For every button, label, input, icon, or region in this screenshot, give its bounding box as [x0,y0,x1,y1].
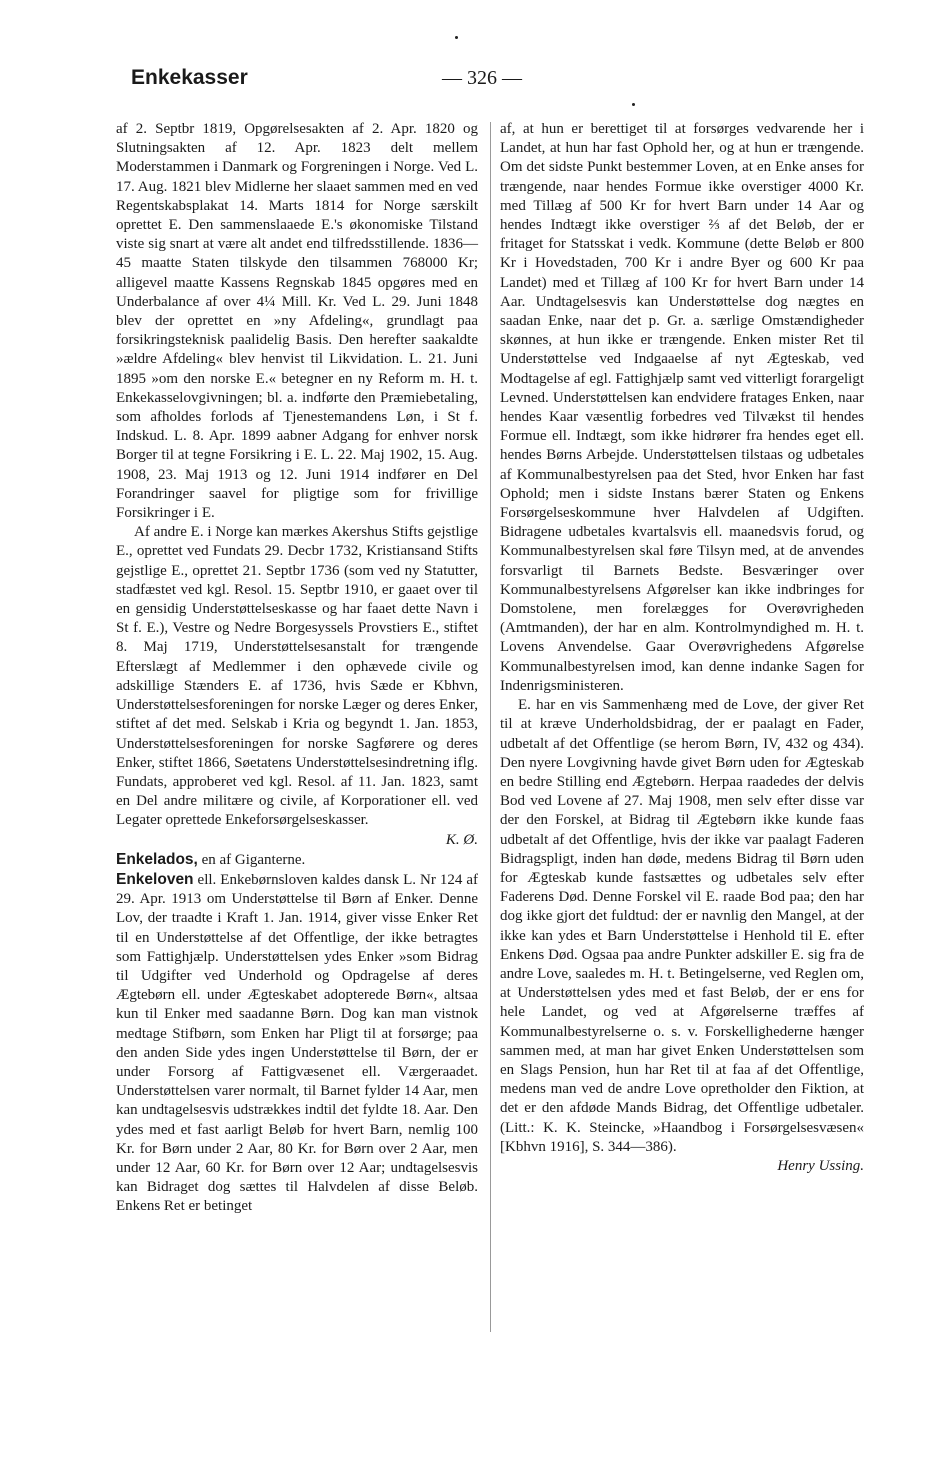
signature: Henry Ussing. [777,1157,864,1174]
running-head: Enkekasser [131,66,248,89]
entry-enkeloven [116,870,478,1217]
entry-text: ell. Enkebørnsloven kaldes dansk L. Nr 124 af 29. Apr. 1913 om Understøttelse til Børn af Enker. Denne Lov, der traadte i Kraft 1. Jan. 1914, giver visse Enker Ret til en Understøttelse af det Offentlige, der ikke betragtes som Fattighjælp. Understøttelsen ydes Enker »som Bidrag til Udgifter ved Underhold og Opdragelse af deres Ægtebørn ell. under Ægteskabet adopterede Børn«, altsaa kun til Enker med saadanne Børn. Dog kan man vistnok medtage Stifbørn, som Enken har Pligt til at forsørge; paa den anden Side ydes ingen Understøttelse til Børn, der er under Forsorg af Fattigvæsenet ell. Værgeraadet. Understøttelsen varer normalt, til Barnet fylder 14 Aar, men kan undtagelsesvis udstrækkes indtil det fyldte 18. Aar. Den ydes med et fast aarligt Beløb for hvert Barn, nemlig 100 Kr. for Børn under 2 Aar, 80 Kr. for Børn over 2 Aar, men under 12 Aar, 60 Kr. for Børn over 12 Aar; undtagelsesvis kan Bidraget dog sættes til Halvdelen af disse Beløb. Enkens Ret er betinget [116,871,478,1215]
paragraph: af, at hun er berettiget til at forsørges vedvarende her i Landet, at hun har fast Ophold her, og at hun er trængende. Om det sidste Punkt bestemmer Loven, at en Enke anses for trængende, naar hendes Formue ikke overstiger 4000 Kr. med Tillæg af 500 Kr for hvert Barn under 14 Aar og hendes Indtægt ikke overstiger ⅔ af det Beløb, der er fritaget for Statsskat i vedk. Kommune (dette Beløb er 800 Kr i Hovedstaden, 700 Kr i andre Byer og 600 Kr paa Landet) med et Tillæg af 100 Kr for hvert Barn under 14 Aar. Undtagelsesvis kan Understøttelse dog nægtes en saadan Enke, naar det p. Gr. a. særlige Omstændigheder skønnes, at hun ikke er trængende. Enken mister Ret til Understøttelse ved Indgaaelse af nyt Ægteskab, ved Modtagelse af egl. Fattighjælp samt ved vitterligt forargeligt Levned. Understøttelsen kan endvidere fratages Enken, naar hendes Kaar væsentlig forbedres ved Tilvækst til hendes Formue ell. Indtægt, som ikke hidrører fra hendes eget ell. hendes Børns Arbejde. Understøttelsen tilstaas og udbetales af Kommunalbestyrelsen paa det Sted, hvor Enken har fast Ophold; men i sidste Instans bærer Staten og Enkens Forsørgelseskommune hver Halvdelen af Udgiften. Bidragene udbetales kvartalsvis ell. maanedsvis forud, og Kommunalbestyrelsen skal føre Tilsyn med, at de anvendes forsvarligt til Barnets Bedste. Besværinger over Kommunalbestyrelsens Afgørelser kan ikke indbringes for Domstolene, men forelægges for Overøvrigheden (Amtmanden), der har en alm. Kontrolmyndighed m. H. t. Lovens Anvendelse. Gaar Overøvrighedens Afgørelse Kommunalbestyrelsen imod, kan denne indanke Sagen for Indenrigsministeren. [500,121,864,694]
entry-text: en af Giganterne. [197,851,306,868]
column-divider [490,122,491,1332]
signature: K. Ø. [445,831,478,848]
paragraph: Af andre E. i Norge kan mærkes Akershus Stifts gejstlige E., oprettet ved Fundats 29. Decbr 1732, Kristiansand Stifts gejstlige E., oprettet 21. Septbr 1736 (som ved ny Statutter, stadfæstet ved kgl. Resol. 15. Septbr 1910, er gaaet over til en gensidig Understøttelseskasse og har faaet dette Navn i St f. E.), Vestre og Nedre Borgesyssels Provstiers E., stiftet 8. Maj 1719, Understøttelsesanstalt for trængende Efterslægt af Medlemmer i den ophævede civile og adskillige Stænders E. af 1736, hvis Sæde er Kbhvn, Understøttelsesforeningen for norske Læger og deres Enker, stiftet af det med. Selskab i Kria og begyndt 1. Jan. 1853, Understøttelsesforeningen for norske Sagførere og deres Enker, stiftet 1866, Søetatens Understøttelsesindretning iflg. Fundats, approberet ved kgl. Resol. af 11. Jan. 1823, samt en Del andre militære og civile, af Korporationer ell. ved Legater oprettede Enkeforsørgelseskasser. [116,524,478,829]
paragraph: af 2. Septbr 1819, Opgørelsesakten af 2. Apr. 1820 og Slutningsakten af 12. Apr. 1823 delt mellem Moderstammen i Danmark og Forgreningen i Norge. Ved L. 17. Aug. 1821 blev Midlerne her slaaet sammen med en ved Regentskabsplakat 14. Marts 1814 for Norge særskilt oprettet E. Den sammenslaaede E.'s økonomiske Tilstand viste sig snart at være alt andet end tilfredsstillende. 1836—45 maatte Staten tilskyde den tilsammen 768000 Kr; alligevel maatte Kassens Regnskab 1845 opgøres med en Underbalance af over 4¼ Mill. Kr. Ved L. 29. Juni 1848 blev der oprettet en »ny Afdeling«, grundlagt paa forsikringsteknisk paalidelig Basis. Den herefter saakaldte »ældre Afdeling« blev henvist til Likvidation. L. 21. Juni 1895 »om den norske E.« betegner en ny Reform m. H. t. Enkekasselovgivningen; bl. a. indførte den Præmiebetaling, som afholdes forlods af Tjenestemandens Løn, i St f. Indskud. L. 8. Apr. 1899 aabner Adgang for enhver norsk Borger til at tegne Forsikring i E. L. 22. Maj 1902, 15. Aug. 1908, 23. Maj 1913 og 12. Juni 1914 indfører en Del Forandringer saavel for pligtige som for frivillige Forsikringer i E. [116,121,478,522]
left-column [116,120,478,1217]
page-number: — 326 — [442,67,522,89]
print-speck-mid [632,103,635,106]
entry-headword: Enkelados, [116,850,198,868]
entry-enkelados [116,850,478,870]
page-header [0,62,928,96]
right-column [500,120,864,1176]
print-speck-top [455,36,458,39]
paragraph: E. har en vis Sammenhæng med de Love, der giver Ret til at kræve Underholdsbidrag, der er paalagt en Fader, udbetalt af det Offentlige (se herom Børn, IV, 432 og 434). Den nyere Lovgivning havde givet Børn uden for Ægteskab en bedre Stilling end Ægtebørn. Herpaa raadedes der delvis Bod ved Lovene af 27. Maj 1908, men selv efter disse var der den Forskel, at Bidrag til Ægtebørn ikke kunde faas udbetalt af det Offentlige, hvis der ikke var paalagt Faderen Bidragspligt, inden han døde, medens Bidrag til Børn uden for Ægteskab kunde fastsættes og udbetales selv efter Faderens Død. Denne Forskel vil E. raade Bod paa; den har dog ikke gjort det fuldtud: der er navnlig den Mangel, at der ikke kan ydes et Barn Understøttelse i Henhold til E. efter Enkens Død. Ogsaa paa andre Punkter adskiller E. sig fra de andre Love, saaledes m. H. t. Betingelserne, ved Reglen om, at Understøttelsen ydes med et fast Beløb, der er ens for hele Landet, og ved at Afgørelserne træffes af Kommunalbestyrelserne o. s. v. Forskellighederne hænger sammen med, at man har givet Enken Understøttelsen som en Slags Pension, hun har Ret til at faa af det Offentlige, medens man ved de andre Love opretholder den Fiktion, at det er den afdøde Mands Bidrag, det Offentlige udbetaler. (Litt.: K. K. Steincke, »Haandbog i Forsørgelsesvæsen« [Kbhvn 1916], S. 344—386). [500,697,864,1155]
entry-headword: Enkeloven [116,870,194,888]
